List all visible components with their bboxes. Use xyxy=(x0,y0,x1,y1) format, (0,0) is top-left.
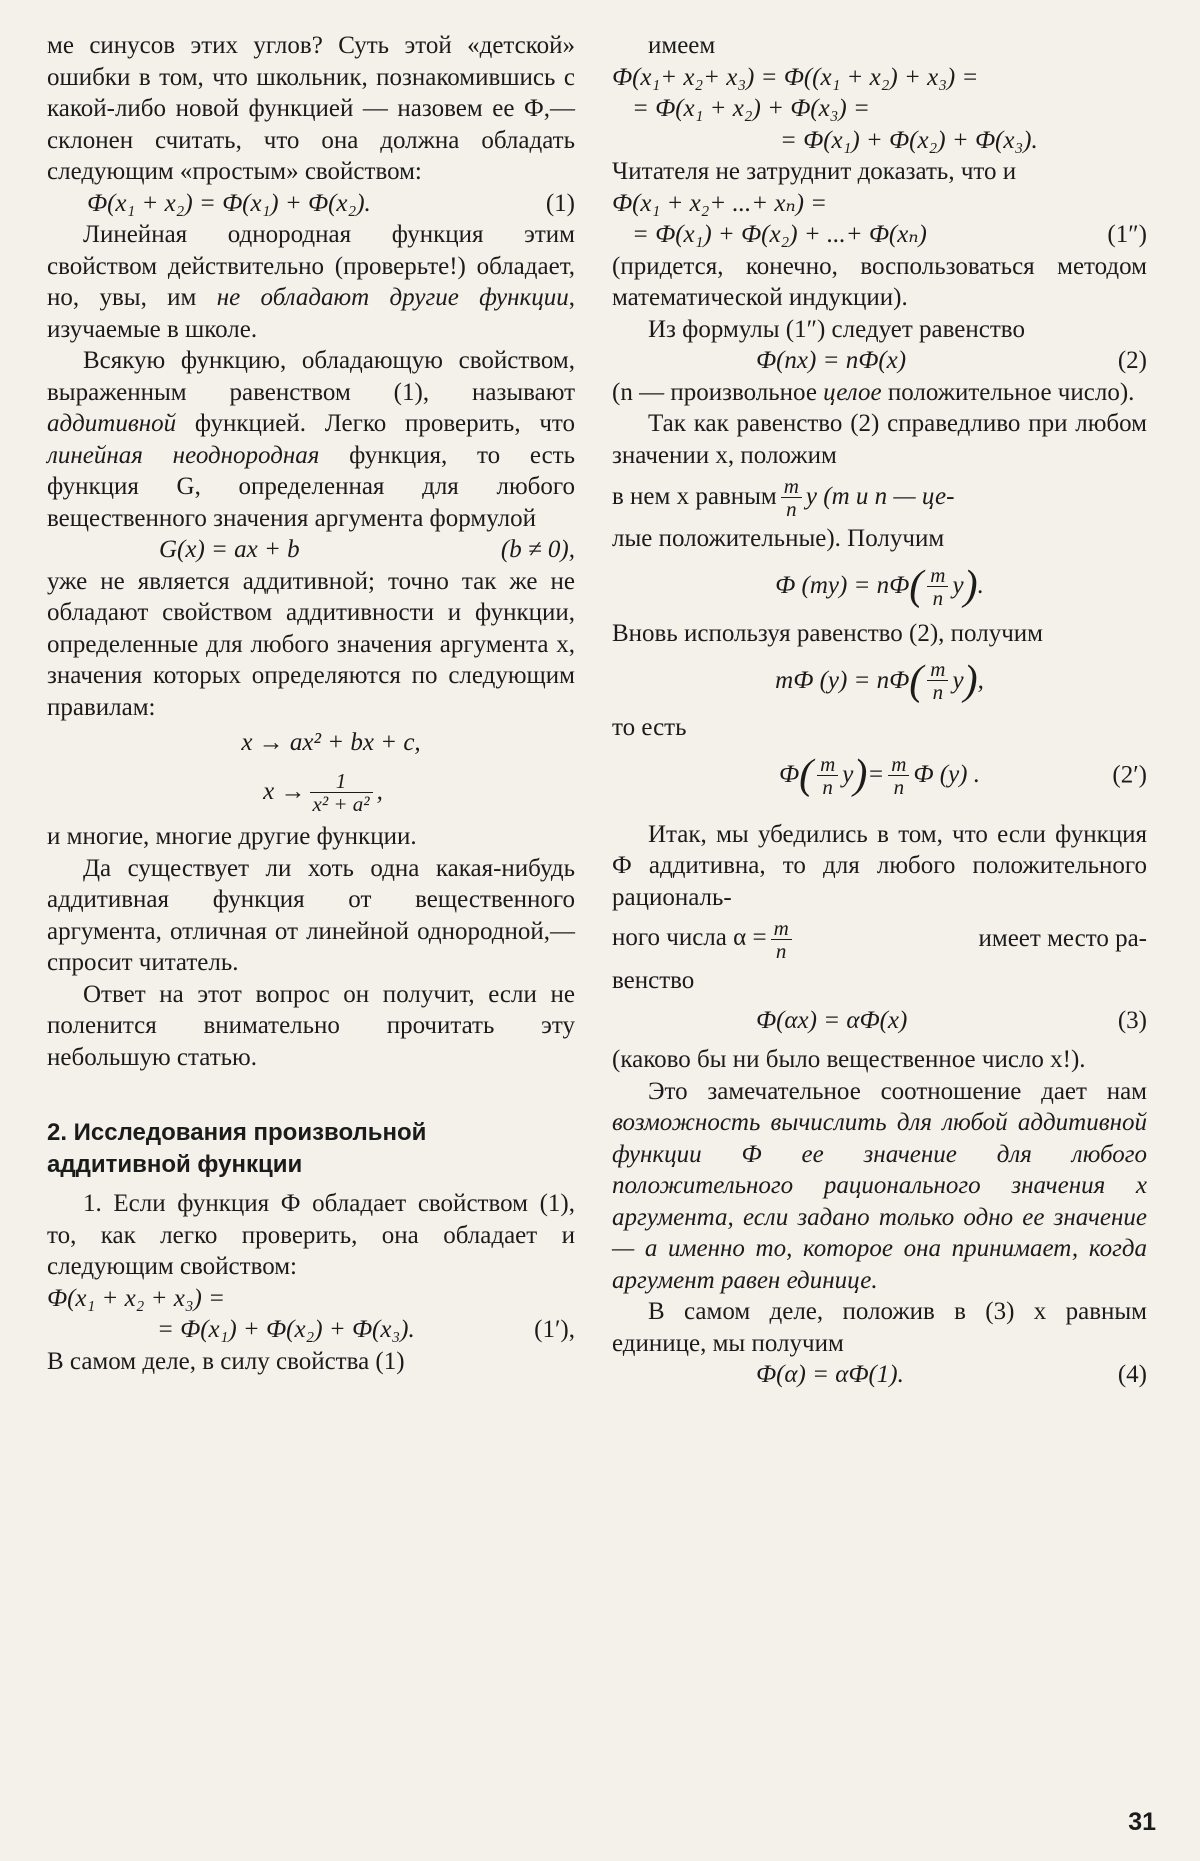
variable: y xyxy=(952,572,964,600)
paragraph: Ответ на этот вопрос он получит, если не поленится внимательно прочитать эту небольшую статью. xyxy=(47,980,575,1071)
equation-expression: Ф(αx) = αФ(x) xyxy=(756,1006,908,1034)
text-run: Линейная однородная функция этим свойством действительно (проверьте!) обладает, но, увы, им xyxy=(47,221,575,311)
spacer xyxy=(47,1180,575,1188)
equation-1-prime-line-1 xyxy=(47,1283,575,1315)
fraction-denominator: n xyxy=(775,938,787,963)
equation-2-prime xyxy=(612,744,1147,807)
equation-a-line-3 xyxy=(612,125,1147,157)
paren-left: ( xyxy=(909,563,924,609)
equation-b-line-2 xyxy=(612,219,1147,251)
fraction-numerator: m xyxy=(781,475,802,498)
equation-a-line-1 xyxy=(612,62,1147,94)
equation-tail: , xyxy=(376,778,383,806)
emphasis-text: линейная неоднородная xyxy=(47,441,320,469)
equation-number: (1′), xyxy=(534,1316,575,1343)
fraction-m-over-n xyxy=(927,658,948,703)
paragraph: Из формулы (1″) следует равенство xyxy=(648,315,1025,343)
paren-right: ) xyxy=(963,657,978,704)
inline-fraction-line xyxy=(612,913,1147,965)
paragraph: уже не является аддитивной; точно так же не обладают свойством аддитивности и функции, определенные для любого значения аргумента x, значения которых определяются по следующим правилам: xyxy=(47,567,575,721)
fraction-denominator: n xyxy=(822,774,833,799)
equation-expression: = Ф(x₁ + x₂) + Ф(x₃) = xyxy=(632,95,870,122)
emphasis-text: возможность вычислить для любой аддитивной функции Ф ее значение для любого положительного рационального значения x аргумента, если задано только одно ее значение — а именно то, которое она принимает, когда аргумент равен единице. xyxy=(612,1109,1147,1294)
paragraph: лые положительные). Получим xyxy=(612,525,945,552)
page-number: 31 xyxy=(1128,1808,1156,1836)
fraction-denominator: x² + a² xyxy=(312,791,370,816)
paragraph: 1. Если функция Ф обладает свойством (1), то, как легко проверить, она обладает и следующим свойством: xyxy=(47,1190,575,1280)
paragraph: Читателя не затруднит доказать, что и xyxy=(612,158,1017,185)
paragraph: В самом деле, в силу свойства (1) xyxy=(47,1347,405,1375)
equation-expression: Ф(x₁+ x₂+ x₃) = Ф((x₁ + x₂) + x₃) = xyxy=(612,63,979,91)
equation-1 xyxy=(47,188,575,220)
equation-tail: . xyxy=(977,572,984,600)
fraction-m-over-n xyxy=(888,753,909,798)
paragraph: ме синусов этих углов? Суть этой «детской» ошибки в том, что школьник, познакомившись с какой-либо новой функцией — назовем ее Ф,— склонен считать, что она должна обладать следующим «простым» свойством: xyxy=(47,32,575,185)
paragraph xyxy=(47,345,575,534)
equation-number: (2) xyxy=(1117,347,1147,374)
fraction-numerator: m xyxy=(927,564,948,587)
equation-4 xyxy=(612,1359,1147,1391)
fraction-numerator: 1 xyxy=(310,770,373,793)
equation-number: (1) xyxy=(545,189,575,217)
spacer xyxy=(612,997,1147,1005)
equation-d xyxy=(612,649,1147,712)
equation-expression: = Ф(x₁) + Ф(x₂) + Ф(x₃). xyxy=(780,126,1038,154)
equation-1-prime-line-2 xyxy=(47,1314,575,1346)
equation-expression: mФ (y) = nФ xyxy=(775,666,910,694)
paragraph xyxy=(47,219,575,345)
text-run: имеет место ра- xyxy=(978,925,1147,953)
fraction-m-over-n xyxy=(781,475,802,520)
fraction-denominator: n xyxy=(893,774,905,799)
equation-expression: Ф(nx) = nФ(x) xyxy=(756,347,907,374)
variable: y xyxy=(842,761,854,789)
fraction-m-over-n xyxy=(927,564,948,609)
equation-expression: Ф (my) = nФ xyxy=(775,572,910,600)
spacer xyxy=(47,1073,575,1117)
paragraph: В самом деле, положив в (3) x равным единице, мы получим xyxy=(612,1298,1147,1357)
emphasis-text: аддитивной xyxy=(47,410,177,437)
paragraph: и многие, многие другие функции. xyxy=(47,823,417,850)
text-run: положительное число). xyxy=(881,378,1135,406)
text-run: y (m и n — це- xyxy=(805,483,955,511)
equation-c xyxy=(612,555,1147,618)
equation-expression: Ф(x₁ + x₂+ ...+ xₙ) = xyxy=(612,189,828,217)
variable: y xyxy=(952,666,964,694)
text-run: функцией. Легко проверить, что xyxy=(176,410,575,437)
equals-sign: = xyxy=(867,761,885,789)
inline-fraction-line xyxy=(612,471,1147,523)
fraction-numerator: m xyxy=(771,917,792,940)
equation-a-line-2 xyxy=(612,93,1147,125)
paragraph: Да существует ли хоть одна какая-нибудь аддитивная функция от вещественного аргумента, отличная от линейной однородной,— спросит читатель. xyxy=(47,854,575,976)
equation-3 xyxy=(612,1005,1147,1037)
equation-reciprocal xyxy=(47,763,575,821)
equation-expression: Ф xyxy=(778,761,800,789)
equation-number: (1″) xyxy=(1107,221,1147,248)
fraction-numerator: m xyxy=(927,658,948,681)
equation-2 xyxy=(612,345,1147,377)
fraction-numerator: m xyxy=(817,753,838,776)
fraction-denominator: n xyxy=(932,680,944,704)
paragraph xyxy=(612,1076,1147,1297)
paren-right: ) xyxy=(853,752,868,798)
text-run: в нем x равным xyxy=(612,483,777,511)
text-run: Всякую функцию, обладающую свойством, выраженным равенством (1), называют xyxy=(47,347,575,406)
text-run: функция, то есть функция G, определенная для любого вещественного значения аргумента формулой xyxy=(47,441,575,532)
fraction xyxy=(310,770,373,815)
equation-expression: x → xyxy=(263,778,306,806)
paragraph: имеем xyxy=(648,32,716,59)
spacer xyxy=(612,807,1147,819)
emphasis-text: целое xyxy=(823,378,882,406)
text-run: ного числа α = xyxy=(612,923,767,951)
equation-quadratic: x → ax² + bx + c, xyxy=(241,729,421,756)
equation-expression: = Ф(x₁) + Ф(x₂) + ...+ Ф(xₙ) xyxy=(632,221,927,248)
text-run xyxy=(612,917,796,962)
equation-expression: = Ф(x₁) + Ф(x₂) + Ф(x₃). xyxy=(157,1316,415,1343)
paragraph: (каково бы ни было вещественное число x!). xyxy=(612,1046,1086,1073)
text-run: (n — произвольное xyxy=(612,378,824,406)
equation-expression: Ф(x₁ + x₂ + x₃) = xyxy=(47,1284,225,1312)
fraction-denominator: n xyxy=(786,496,797,521)
text-run: Это замечательное соотношение дает нам xyxy=(648,1077,1147,1105)
emphasis-text: не обладают другие функции xyxy=(216,284,569,311)
equation-number: (3) xyxy=(1117,1006,1147,1034)
right-column xyxy=(612,30,1147,1391)
equation-expression: Ф (y) . xyxy=(913,761,981,789)
equation-condition: (b ≠ 0), xyxy=(500,536,575,563)
equation-tail: , xyxy=(977,666,984,694)
paragraph: Итак, мы убедились в том, что если функция Ф аддитивна, то для любого положительного рациональ- xyxy=(612,820,1147,911)
paren-left: ( xyxy=(909,657,924,704)
equation-expression: Ф(α) = αФ(1). xyxy=(756,1361,904,1388)
section-heading: 2. Исследования произвольной аддитивной функции xyxy=(47,1119,427,1178)
paragraph: венство xyxy=(612,967,695,994)
paragraph xyxy=(612,377,1147,409)
fraction-m-over-n xyxy=(817,753,838,798)
fraction-m-over-n xyxy=(771,917,792,962)
equation-expression: Ф(x₁ + x₂) = Ф(x₁) + Ф(x₂). xyxy=(87,189,371,217)
equation-b-line-1 xyxy=(612,188,1147,220)
spacer xyxy=(612,1036,1147,1044)
paren-right: ) xyxy=(963,563,978,609)
paragraph: то есть xyxy=(612,714,687,741)
fraction-denominator: n xyxy=(932,585,944,610)
fraction-numerator: m xyxy=(888,753,909,776)
equation-number: (4) xyxy=(1117,1361,1147,1388)
paren-left: ( xyxy=(799,752,814,798)
equation-number: (2′) xyxy=(1112,761,1147,789)
paragraph: Вновь используя равенство (2), получим xyxy=(612,619,1043,647)
equation-g xyxy=(47,534,575,566)
paragraph: Так как равенство (2) справедливо при любом значении x, положим xyxy=(612,410,1147,469)
paragraph: (придется, конечно, воспользоваться методом математической индукции). xyxy=(612,252,1147,311)
text-run: , изучаемые в школе. xyxy=(47,284,575,343)
left-column xyxy=(47,30,575,1377)
equation-expression: G(x) = ax + b xyxy=(159,536,300,563)
